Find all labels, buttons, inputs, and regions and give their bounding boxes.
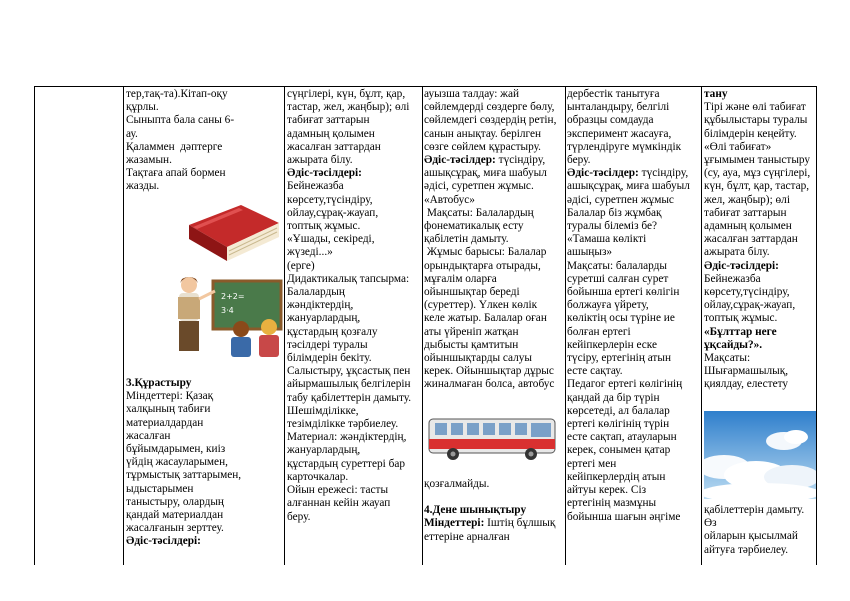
text-line: сөйлемдегі сөздердің ретін, xyxy=(424,114,557,127)
col5-bottom xyxy=(704,504,818,557)
text-line: көрсету,түсіндіру, xyxy=(704,286,790,299)
text-line: келе жатыр. Балалар оған xyxy=(424,312,547,325)
text-line: беру. xyxy=(567,154,591,167)
text-line: әдісі, суретпен жұмыс. xyxy=(424,180,534,193)
text-line: «Өлі табиғат» xyxy=(704,140,772,153)
text-line: құбылыстары туралы xyxy=(704,114,808,127)
text-line: ынталандыру, белгілі xyxy=(567,101,670,114)
column-3 xyxy=(424,88,567,566)
text-line: адамның қолымен xyxy=(704,220,792,233)
text-line: табиғат заттарын xyxy=(287,114,370,127)
text-line: ертегінің мазмұны xyxy=(567,497,657,510)
text-line: жасалғанын зерттеу. xyxy=(126,522,224,535)
text-line: Сыныпта бала саны 6- xyxy=(126,114,235,127)
text-line: ауызша талдау: жай xyxy=(424,88,520,100)
text-line: бойынша ертегі көлігін xyxy=(567,286,680,299)
text-line: құстардың суреттері бар xyxy=(287,457,406,470)
text-line: жануарлардың, xyxy=(287,312,361,325)
text-line: жасалған заттардан xyxy=(287,140,381,153)
text-line: жазды. xyxy=(126,180,160,193)
text-line: тезімділікке тәрбиелеу. xyxy=(287,418,399,431)
text-line: қабілеттерін дамыту. Өз xyxy=(704,504,808,530)
text-line: дербестік танытуға xyxy=(567,88,660,100)
text-line: табу қабілеттерін дамыту. xyxy=(287,391,412,404)
methods-heading: Әдіс-тәсілдері: xyxy=(287,167,362,180)
text-line: Балалар біз жұмбақ xyxy=(567,206,662,219)
text-line: материалдардан xyxy=(126,416,204,429)
text-line: керек. Ойыншықтар дұрыс xyxy=(424,365,554,378)
text-line: күн, бұлт, қар, тастар, xyxy=(704,180,810,193)
text-line: таныстыру, олардың xyxy=(126,495,224,508)
text-line: ашықсұрақ, миға шабуыл xyxy=(424,167,547,180)
text-line: Ойын ережесі: тасты xyxy=(287,484,389,497)
tasks-text: Іштің бұлшық xyxy=(484,517,556,530)
text-line: сөйлемдерді сөздерге бөлу, xyxy=(424,101,555,114)
game-title: «Бұлттар неге xyxy=(704,325,777,338)
text-line: образцы сомдауда xyxy=(567,114,654,127)
text-line: тәсілдері туралы xyxy=(287,338,368,351)
text-line: ыдыстарымен xyxy=(126,482,194,495)
text-line: білімдерін кеңейту. xyxy=(704,127,797,140)
text-line: жәндіктердің, xyxy=(287,299,354,312)
text-line: бұйымдарымен, киіз xyxy=(126,443,226,456)
text-line: айтуға тәрбиелеу. xyxy=(704,543,789,556)
text-line: аты үйреніп жатқан xyxy=(424,325,519,338)
text-line: Шығармашылық, xyxy=(704,365,789,378)
text-line: (су, ауа, мұз сүңгілері, xyxy=(704,167,811,180)
text-line: Материал: жәндіктердің, xyxy=(287,431,407,444)
text-line: (суреттер). Үлкен көлік xyxy=(424,299,538,312)
text-line: керек, сонымен қатар xyxy=(567,444,671,457)
methods-line xyxy=(424,154,567,167)
column-divider xyxy=(284,87,285,565)
text-line: еттеріне арналған xyxy=(424,530,510,543)
svg-text:2+2=: 2+2= xyxy=(221,292,245,301)
methods-label: Әдіс-тәсілдер: xyxy=(424,154,496,167)
text-line: болған ертегі xyxy=(567,325,631,338)
methods-line xyxy=(567,167,703,180)
text-line: ойыншықтарды салуы xyxy=(424,352,532,365)
col1-top-text xyxy=(126,88,284,194)
text-line: Бейнежазба xyxy=(704,272,761,285)
teacher-classroom-illustration xyxy=(165,271,283,357)
text-line: Бейнежазба xyxy=(287,180,344,193)
text-line: Міндеттері: Қазақ xyxy=(126,390,214,403)
text-line: санын анықтау. берілген xyxy=(424,127,542,140)
text-line: Тірі және өлі табиғат xyxy=(704,101,806,114)
text-line: карточкалар. xyxy=(287,470,349,483)
text-line: халқының табиғи xyxy=(126,403,211,416)
text-line: Мақсаты: Балалардың xyxy=(424,206,534,219)
text-line: ұғымымен таныстыру xyxy=(704,154,811,167)
text-line: болжауға үйрету, xyxy=(567,299,649,312)
text-line: құстардың қозғалу xyxy=(287,325,378,338)
bus-illustration xyxy=(427,415,559,463)
text-line: ертегі көлігінің түрін xyxy=(567,418,670,431)
methods-heading: Әдіс-тәсілдері: xyxy=(126,535,201,548)
text-line: әдісі, суретпен жұмыс xyxy=(567,193,674,206)
text-line: тұрмыстық заттарымен, xyxy=(126,469,242,482)
book-illustration xyxy=(183,199,281,265)
text-line: тер,тақ-та).Кітап-оқу xyxy=(126,88,228,100)
text-line: сүңгілері, күн, бұлт, қар, xyxy=(287,88,406,100)
text-line: эксперимент жасауға, xyxy=(567,127,672,140)
text-line: жасалған заттардан xyxy=(704,233,798,246)
text-line: қандай материалдан xyxy=(126,509,224,522)
text-line: жел, жаңбыр); өлі xyxy=(704,193,790,206)
text-line: Тақтаға апай бормен xyxy=(126,167,226,180)
text-line: бойынша шағын әңгіме xyxy=(567,510,681,523)
text-line: жасалған xyxy=(126,429,171,442)
text-line: орындықтарға отырады, xyxy=(424,259,541,272)
text-line: айтуы керек. Сіз xyxy=(567,484,647,497)
text-line: жазамын. xyxy=(126,154,172,167)
text-line: алғаннан кейін жауап xyxy=(287,497,391,510)
text-line: қозғалмайды. xyxy=(424,478,490,490)
section-title: 3.Құрастыру xyxy=(126,377,192,389)
methods-label: Әдіс-тәсілдер: xyxy=(567,167,639,180)
text-line: Мақсаты: балаларды xyxy=(567,259,668,272)
svg-text:3·4: 3·4 xyxy=(221,306,234,315)
text-line: ертегі мен xyxy=(567,457,617,470)
text-line: ойларын қысылмай xyxy=(704,530,798,543)
text-line: «Тамаша көлікті xyxy=(567,233,647,246)
text-line: ойлау,сұрақ-жауап, xyxy=(287,206,379,219)
lesson-plan-table xyxy=(34,86,817,565)
methods-heading: Әдіс-тәсілдері: xyxy=(704,259,779,272)
column-divider xyxy=(123,87,124,565)
text-line: «Автобус» xyxy=(424,193,475,206)
text-line: Балалардың xyxy=(287,286,345,299)
methods-text: түсіндіру, xyxy=(495,154,546,167)
text-line: фонематикалық есту xyxy=(424,220,524,233)
col1-bottom-text xyxy=(126,377,284,549)
text-line: Шешімділікке, xyxy=(287,404,359,417)
text-line: қабілетін дамыту. xyxy=(424,233,509,246)
text-line: білімдерін бекіту. xyxy=(287,352,372,365)
text-line: кейіпкерлердің атын xyxy=(567,470,666,483)
text-line: Салыстыру, ұқсастық пен xyxy=(287,365,411,378)
text-line: жүзеді...» xyxy=(287,246,333,259)
methods-text: түсіндіру, xyxy=(638,167,689,180)
text-line: табиғат заттарын xyxy=(704,206,787,219)
text-line: адамның қолымен xyxy=(287,127,375,140)
text-line: қандай да бір түрін xyxy=(567,391,660,404)
text-line: құрлы. xyxy=(126,101,159,114)
text-line: есте сақтап, атауларын xyxy=(567,431,677,444)
text-line: ойлау,сұрақ-жауап, xyxy=(704,299,796,312)
text-line: түсіру, ертегінің атын xyxy=(567,352,671,365)
game-title: ұқсайды?». xyxy=(704,338,763,351)
text-line: ажырата білу. xyxy=(287,154,353,167)
text-line: көрсетеді, ал балалар xyxy=(567,404,670,417)
text-line: қиялдау, елестету xyxy=(704,378,789,391)
text-line: ойыншықтар береді xyxy=(424,286,520,299)
text-line: ашықсұрақ, миға шабуыл xyxy=(567,180,690,193)
section-title: 4.Дене шынықтыру xyxy=(424,504,527,517)
clouds-illustration xyxy=(704,411,816,499)
text-line: көліктің осы түріне ие xyxy=(567,312,675,325)
tasks-label: Міндеттері: xyxy=(424,517,485,530)
text-line: «Ұшады, секіреді, xyxy=(287,233,375,246)
text-line: көрсету,түсіндіру, xyxy=(287,193,373,206)
text-line: дыбысты қамтитын xyxy=(424,338,519,351)
text-line: тастар, жел, жаңбыр); өлі xyxy=(287,101,410,114)
column-4 xyxy=(567,88,703,566)
text-line: Дидактикалық тапсырма: xyxy=(287,272,410,285)
text-line: түрлендіруге мүмкіндік xyxy=(567,140,682,153)
text-line: Жұмыс барысы: Балалар xyxy=(424,246,547,259)
text-line: айырмашылық белгілерін xyxy=(287,378,411,391)
text-line: үйдің жасауларымен, xyxy=(126,456,228,469)
text-line: Мақсаты: xyxy=(704,352,751,365)
text-line: мұғалім оларға xyxy=(424,272,497,285)
text-line: ашыңыз» xyxy=(567,246,613,259)
text-line: беру. xyxy=(287,510,311,523)
text-line: Педагог ертегі көлігінің xyxy=(567,378,683,391)
tasks-line xyxy=(424,517,567,530)
text-line: ау. xyxy=(126,127,138,140)
text-line: сөзге сөйлем құрастыру. xyxy=(424,140,541,153)
text-line: кейіпкерлерін еске xyxy=(567,338,658,351)
text-line: топтық жұмыс. xyxy=(287,220,361,233)
section-title: тану xyxy=(704,88,728,100)
spacer xyxy=(424,491,567,504)
col3-bottom xyxy=(424,478,567,544)
text-line: туралы білеміз бе? xyxy=(567,220,657,233)
text-line: ажырата білу. xyxy=(704,246,770,259)
column-2 xyxy=(287,88,424,566)
text-line: жиналмаған болса, автобус xyxy=(424,378,555,391)
text-line: есте сақтау. xyxy=(567,365,623,378)
text-line: суретші салған сурет xyxy=(567,272,669,285)
text-line: (ерге) xyxy=(287,259,315,272)
text-line: жануарлардың, xyxy=(287,444,361,457)
text-line: топтық жұмыс. xyxy=(704,312,778,325)
text-line: Қаламмен дәптерге xyxy=(126,140,223,153)
